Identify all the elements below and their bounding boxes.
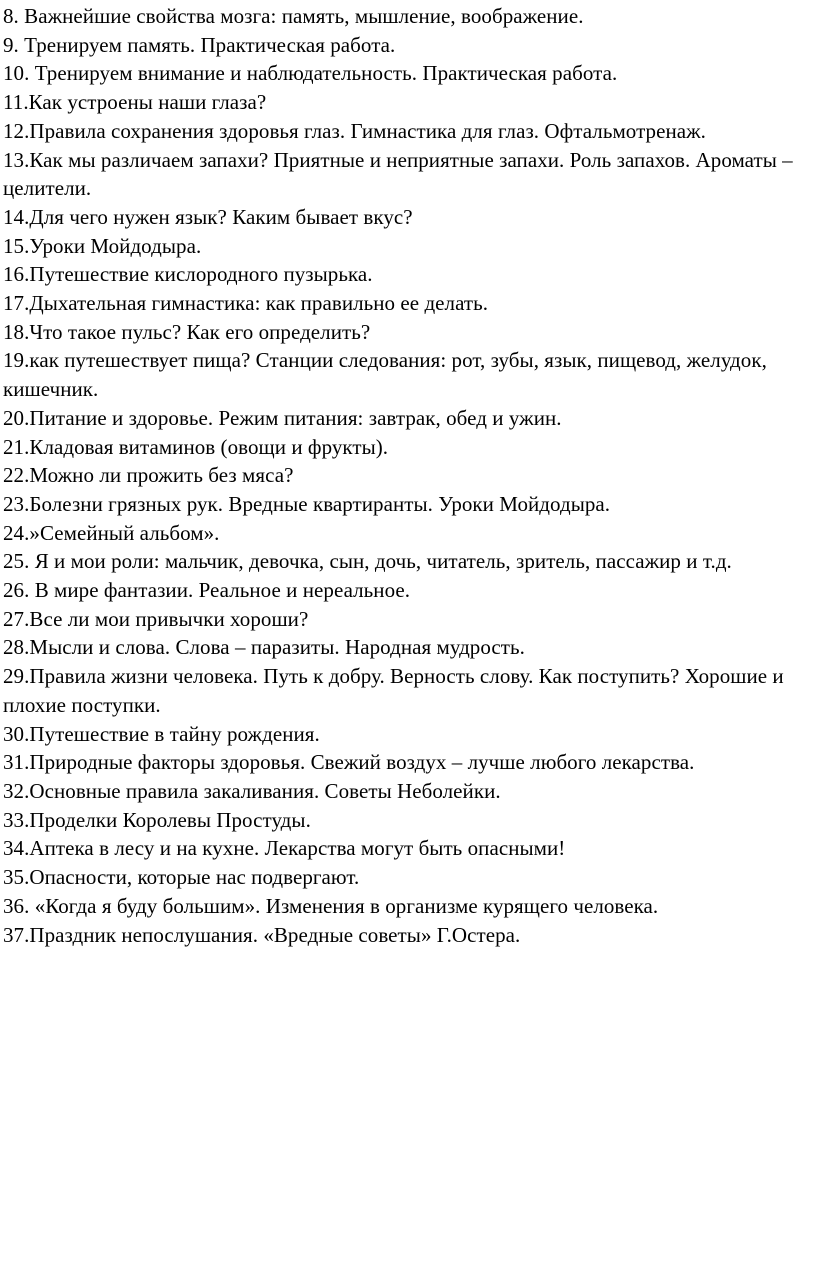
list-item: 11.Как устроены наши глаза?	[3, 90, 267, 115]
list-item: 26. В мире фантазии. Реальное и нереальное.	[3, 578, 411, 603]
list-item: 21.Кладовая витаминов (овощи и фрукты).	[3, 434, 389, 459]
list-item: 9. Тренируем память. Практическая работа.	[3, 32, 396, 57]
list-item: 35.Опасности, которые нас подвергают.	[3, 865, 360, 890]
list-item: 32.Основные правила закаливания. Советы Неболейки.	[3, 778, 501, 803]
list-item: 36. «Когда я буду большим». Изменения в организме курящего человека.	[3, 893, 659, 918]
list-item: 31.Природные факторы здоровья. Свежий воздух – лучше любого лекарства.	[3, 750, 695, 775]
list-item: 30.Путешествие в тайну рождения.	[3, 721, 320, 746]
topic-list	[3, 2, 813, 949]
list-item: 23.Болезни грязных рук. Вредные квартиранты. Уроки Мойдодыра.	[3, 491, 611, 516]
list-item: 28.Мысли и слова. Слова – паразиты. Народная мудрость.	[3, 635, 525, 660]
list-item: 25. Я и мои роли: мальчик, девочка, сын, дочь, читатель, зритель, пассажир и т.д.	[3, 549, 732, 574]
list-item: 24.»Семейный альбом».	[3, 520, 220, 545]
list-item: 20.Питание и здоровье. Режим питания: завтрак, обед и ужин.	[3, 405, 562, 430]
list-item: 13.Как мы различаем запахи? Приятные и неприятные запахи. Роль запахов. Ароматы – целители.	[3, 147, 793, 201]
list-item: 27.Все ли мои привычки хороши?	[3, 606, 309, 631]
list-item: 16.Путешествие кислородного пузырька.	[3, 262, 373, 287]
list-item: 15.Уроки Мойдодыра.	[3, 233, 202, 258]
list-item: 14.Для чего нужен язык? Каким бывает вкус?	[3, 204, 413, 229]
list-item: 37.Праздник непослушания. «Вредные советы» Г.Остера.	[3, 922, 521, 947]
list-item: 17.Дыхательная гимнастика: как правильно ее делать.	[3, 291, 489, 316]
list-item: 29.Правила жизни человека. Путь к добру. Верность слову. Как поступить? Хорошие и плохие поступки.	[3, 664, 784, 717]
list-item: 33.Проделки Королевы Простуды.	[3, 807, 311, 832]
list-item: 12.Правила сохранения здоровья глаз. Гимнастика для глаз. Офтальмотренаж.	[3, 118, 706, 143]
list-item: 10. Тренируем внимание и наблюдательность. Практическая работа.	[3, 61, 618, 86]
list-item: 22.Можно ли прожить без мяса?	[3, 463, 294, 488]
list-item: 18.Что такое пульс? Как его определить?	[3, 319, 371, 344]
list-item: 8. Важнейшие свойства мозга: память, мышление, воображение.	[3, 4, 584, 28]
list-item: 34.Аптека в лесу и на кухне. Лекарства могут быть опасными!	[3, 836, 566, 861]
list-item: 19.как путешествует пища? Станции следования: рот, зубы, язык, пищевод, желудок, кишечник.	[3, 348, 767, 402]
